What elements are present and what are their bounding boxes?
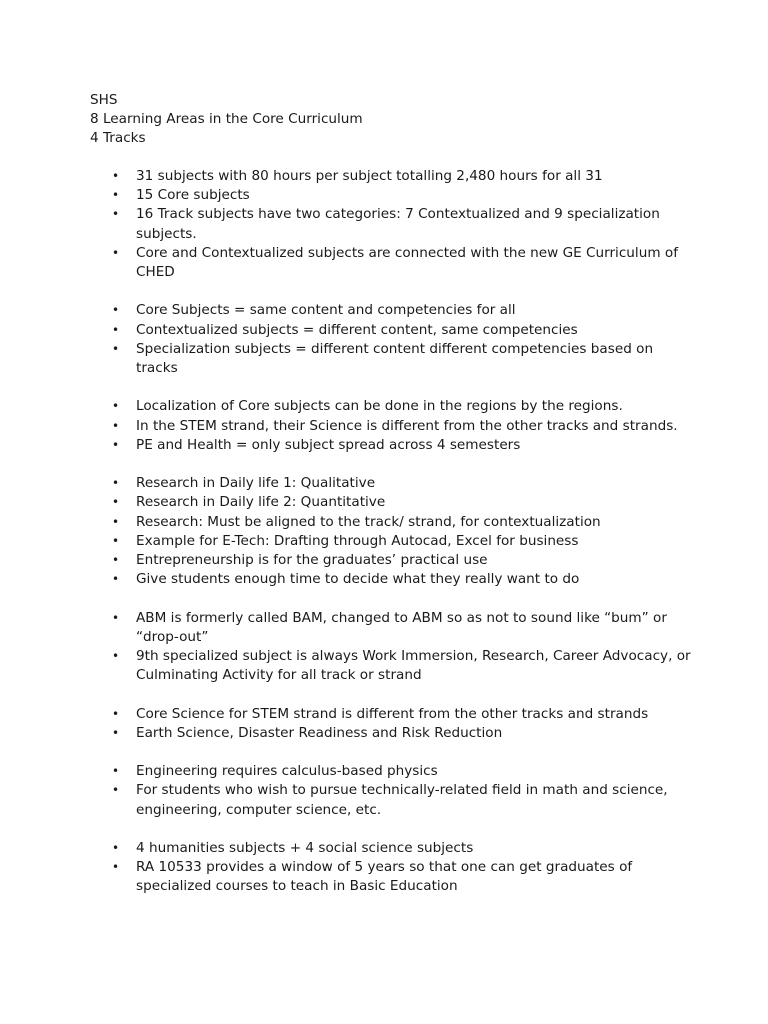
bullet-icon: • bbox=[112, 495, 120, 510]
bullet-icon: • bbox=[112, 169, 120, 183]
bullet-icon: • bbox=[112, 706, 120, 721]
list-item-text: 4 humanities subjects + 4 social science subjects bbox=[136, 840, 474, 856]
list-item bbox=[0, 858, 696, 896]
list-item-text: For students who wish to pursue technically-related field in math and science, engineering, computer science, etc. bbox=[136, 782, 668, 818]
list-item bbox=[0, 436, 696, 455]
list-item bbox=[0, 205, 696, 243]
list-item bbox=[0, 493, 696, 512]
list-item-text: Localization of Core subjects can be done in the regions by the regions. bbox=[136, 398, 623, 415]
list-item-text: RA 10533 provides a window of 5 years so that one can get graduates of specialized courses to teach in Basic Education bbox=[136, 859, 633, 895]
list-item bbox=[0, 705, 696, 724]
bullet-list bbox=[0, 839, 768, 897]
bullet-list bbox=[0, 167, 768, 282]
list-item-text: ABM is formerly called BAM, changed to ABM so as not to sound like “bum” or “drop-out” bbox=[136, 609, 667, 645]
list-item bbox=[0, 301, 696, 320]
bullet-icon: • bbox=[112, 553, 120, 568]
list-item-text: In the STEM strand, their Science is different from the other tracks and strands. bbox=[136, 417, 678, 434]
list-item bbox=[0, 167, 696, 186]
list-item-text: Engineering requires calculus-based physics bbox=[136, 763, 438, 780]
bullet-icon: • bbox=[112, 841, 120, 855]
list-item bbox=[0, 244, 696, 282]
list-item-text: Give students enough time to decide what they really want to do bbox=[136, 571, 580, 588]
bullet-list bbox=[0, 609, 768, 686]
list-item-text: Research: Must be aligned to the track/ strand, for contextualization bbox=[136, 513, 601, 530]
list-item bbox=[0, 762, 696, 781]
bullet-icon: • bbox=[112, 322, 120, 337]
bullet-icon: • bbox=[112, 437, 120, 452]
bullet-icon: • bbox=[112, 476, 120, 491]
list-item-text: 15 Core subjects bbox=[136, 187, 250, 204]
list-item bbox=[0, 321, 696, 340]
bullet-icon: • bbox=[112, 572, 120, 587]
bullet-list bbox=[0, 301, 768, 378]
bullet-icon: • bbox=[112, 764, 120, 779]
list-item bbox=[0, 724, 696, 743]
list-item-text: Core Subjects = same content and competencies for all bbox=[136, 302, 516, 319]
list-item-text: PE and Health = only subject spread across 4 semesters bbox=[136, 436, 521, 453]
document-header bbox=[90, 91, 710, 149]
list-item bbox=[0, 609, 696, 647]
bullet-icon: • bbox=[112, 303, 120, 318]
list-item-text: Example for E-Tech: Drafting through Autocad, Excel for business bbox=[136, 532, 579, 549]
list-item bbox=[0, 570, 696, 589]
list-item bbox=[0, 513, 696, 532]
learning-areas-line: 8 Learning Areas in the Core Curriculum bbox=[90, 111, 363, 128]
list-item-text: Entrepreneurship is for the graduates’ practical use bbox=[136, 552, 488, 569]
bullet-list bbox=[0, 474, 768, 589]
list-item bbox=[0, 532, 696, 551]
bullet-list bbox=[0, 762, 768, 820]
bullet-list bbox=[0, 705, 768, 743]
list-item bbox=[0, 781, 696, 819]
list-item-text: 16 Track subjects have two categories: 7 Contextualized and 9 specialization subjects. bbox=[136, 206, 660, 242]
list-item-text: Specialization subjects = different content different competencies based on tracks bbox=[136, 340, 654, 377]
bullet-icon: • bbox=[112, 860, 120, 875]
tracks-line: 4 Tracks bbox=[90, 130, 146, 147]
list-item bbox=[0, 397, 696, 416]
list-item bbox=[0, 839, 696, 858]
bullet-icon: • bbox=[112, 610, 120, 625]
bullet-icon: • bbox=[112, 207, 120, 222]
list-item-text: Research in Daily life 1: Qualitative bbox=[136, 475, 376, 492]
list-item-text: Core Science for STEM strand is different from the other tracks and strands bbox=[136, 705, 649, 722]
list-item-text: 31 subjects with 80 hours per subject totalling 2,480 hours for all 31 bbox=[136, 168, 603, 184]
list-item bbox=[0, 186, 696, 205]
bullet-icon: • bbox=[112, 514, 120, 529]
list-item bbox=[0, 474, 696, 493]
bullet-icon: • bbox=[112, 245, 120, 260]
bullet-icon: • bbox=[112, 341, 120, 356]
bullet-icon: • bbox=[112, 649, 120, 664]
list-item bbox=[0, 551, 696, 570]
bullet-icon: • bbox=[112, 399, 120, 414]
list-item bbox=[0, 340, 696, 378]
bullet-icon: • bbox=[112, 783, 120, 798]
bullet-groups bbox=[0, 167, 768, 916]
list-item bbox=[0, 417, 696, 436]
bullet-icon: • bbox=[112, 418, 120, 433]
list-item-text: 9th specialized subject is always Work Immersion, Research, Career Advocacy, or Culminating Activity for all track or strand bbox=[136, 648, 691, 684]
bullet-list bbox=[0, 397, 768, 455]
document-title: SHS bbox=[90, 92, 118, 108]
list-item-text: Earth Science, Disaster Readiness and Risk Reduction bbox=[136, 724, 503, 741]
list-item-text: Research in Daily life 2: Quantitative bbox=[136, 494, 386, 511]
list-item-text: Core and Contextualized subjects are connected with the new GE Curriculum of CHED bbox=[136, 244, 678, 281]
bullet-icon: • bbox=[112, 533, 120, 548]
list-item-text: Contextualized subjects = different content, same competencies bbox=[136, 321, 578, 338]
list-item bbox=[0, 647, 696, 685]
bullet-icon: • bbox=[112, 725, 120, 740]
bullet-icon: • bbox=[112, 188, 120, 203]
